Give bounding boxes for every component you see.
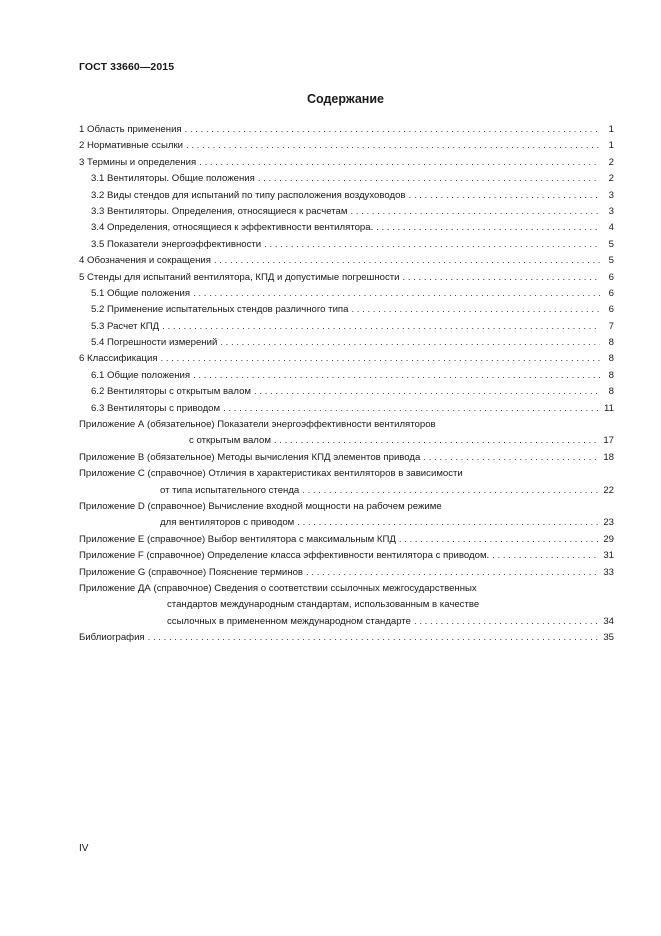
toc-entry-page: 8	[608, 386, 614, 398]
toc-entry-page: 5	[608, 255, 614, 267]
toc-entry-appendix-da-line1[interactable]	[79, 581, 614, 597]
toc-entry[interactable]	[79, 122, 614, 138]
dot-leader	[258, 171, 600, 187]
dot-leader	[492, 548, 599, 564]
toc-entry-appendix-da[interactable]	[79, 614, 614, 630]
toc-entry-page: 23	[603, 517, 614, 529]
dot-leader	[161, 351, 600, 367]
toc-entry-page: 4	[608, 222, 614, 234]
toc-entry[interactable]	[79, 368, 614, 384]
toc-entry[interactable]	[79, 237, 614, 253]
toc-entry[interactable]	[79, 220, 614, 236]
dot-leader	[193, 368, 600, 384]
toc-entry-page: 18	[603, 451, 614, 463]
toc-entry-page: 1	[608, 140, 614, 152]
dot-leader	[186, 138, 600, 154]
dot-leader	[220, 335, 600, 351]
toc-main-entries	[79, 122, 614, 417]
toc-entry-text: Приложение В (обязательное) Методы вычисления КПД элементов привода	[79, 451, 421, 463]
dot-leader	[199, 155, 600, 171]
dot-leader	[148, 630, 600, 646]
toc-entry[interactable]	[79, 188, 614, 204]
toc-entry-page: 8	[608, 369, 614, 381]
toc-entry-text: 3.4 Определения, относящиеся к эффективности вентилятора.	[91, 222, 374, 234]
toc-entry-appendix-a[interactable]	[79, 433, 614, 449]
toc-entry-text: 4 Обозначения и сокращения	[79, 255, 211, 267]
toc-entry[interactable]	[79, 351, 614, 367]
toc-entry-page: 31	[603, 550, 614, 562]
toc-entry-text: с открытым валом	[189, 435, 271, 447]
document-code: ГОСТ 33660—2015	[79, 61, 175, 73]
toc-entry-page: 7	[608, 320, 614, 332]
dot-leader	[399, 532, 599, 548]
toc-entry-text: 2 Нормативные ссылки	[79, 140, 184, 152]
toc-entry-text: Приложение А (обязательное) Показатели энергоэффективности вентиляторов	[79, 419, 436, 431]
toc-entry-text: 5 Стенды для испытаний вентилятора, КПД и допустимые погрешности	[79, 271, 400, 283]
toc-entry-page: 22	[603, 484, 614, 496]
dot-leader	[403, 270, 600, 286]
toc-entry-text: 3.2 Виды стендов для испытаний по типу расположения воздуховодов	[91, 189, 406, 201]
toc-entry-page: 11	[604, 402, 614, 414]
toc-entry[interactable]	[79, 286, 614, 302]
toc-entry[interactable]	[79, 302, 614, 318]
toc-entry-page: 6	[608, 304, 614, 316]
toc-entry-text: 5.4 Погрешности измерений	[91, 337, 218, 349]
dot-leader	[264, 237, 600, 253]
page-number: IV	[79, 843, 89, 854]
toc-entry-appendix-g[interactable]	[79, 565, 614, 581]
page-title: Содержание	[306, 92, 384, 106]
dot-leader	[297, 515, 599, 531]
dot-leader	[423, 450, 599, 466]
toc-entry-bibliography[interactable]	[79, 630, 614, 646]
toc-entry-text: Библиография	[79, 632, 145, 644]
toc-entry-text: Приложение F (справочное) Определение класса эффективности вентилятора с приводом.	[79, 550, 490, 562]
toc-entry-page: 6	[608, 287, 614, 299]
toc-entry-text: 5.2 Применение испытательных стендов различного типа	[91, 304, 349, 316]
toc-entry-appendix-da-line2[interactable]	[79, 597, 614, 613]
toc-entry-page: 17	[603, 435, 614, 447]
toc-entry-text: для вентиляторов с приводом	[160, 517, 295, 529]
toc-entry-text: 3 Термины и определения	[79, 156, 197, 168]
toc-entry-appendix-c[interactable]	[79, 483, 614, 499]
dot-leader	[223, 401, 600, 417]
toc-entry-appendix-c-line1[interactable]	[79, 466, 614, 482]
toc-entry-text: 6.1 Общие положения	[91, 369, 191, 381]
dot-leader	[274, 433, 599, 449]
toc-entry-text: ссылочных в примененном международном стандарте	[167, 615, 412, 627]
toc-entry-page: 3	[608, 205, 614, 217]
toc-entry-page: 8	[608, 337, 614, 349]
toc-entry-text: Приложение D (справочное) Вычисление входной мощности на рабочем режиме	[79, 500, 442, 512]
toc-entry-page: 2	[608, 156, 614, 168]
toc-entry-text: от типа испытательного стенда	[160, 484, 300, 496]
toc-entry-text: 1 Область применения	[79, 124, 182, 135]
toc-entry[interactable]	[79, 138, 614, 154]
dot-leader	[414, 614, 599, 630]
toc-entry-text: 3.1 Вентиляторы. Общие положения	[91, 173, 255, 185]
toc-entry-appendix-a-line1[interactable]	[79, 417, 614, 433]
dot-leader	[214, 253, 600, 269]
toc-entry-text: 6.3 Вентиляторы с приводом	[91, 402, 221, 414]
toc-entry-page: 8	[608, 353, 614, 365]
toc-entry-appendix-f[interactable]	[79, 548, 614, 564]
toc-entry[interactable]	[79, 401, 614, 417]
toc-entry-text: Приложение С (справочное) Отличия в характеристиках вентиляторов в зависимости	[79, 468, 463, 480]
toc-entry[interactable]	[79, 319, 614, 335]
toc-entry-page: 3	[608, 189, 614, 201]
dot-leader	[350, 204, 600, 220]
toc-entry-page: 34	[603, 615, 614, 627]
toc-entry-page: 29	[603, 533, 614, 545]
toc-entry-text: стандартов международным стандартам, использованным в качестве	[167, 599, 480, 611]
toc-entry-appendix-e[interactable]	[79, 532, 614, 548]
toc-entry-text: 3.3 Вентиляторы. Определения, относящиеся к расчетам	[91, 205, 348, 217]
table-of-contents	[79, 122, 614, 647]
toc-entry-text: 3.5 Показатели энергоэффективности	[91, 238, 262, 250]
dot-leader	[193, 286, 600, 302]
toc-entry-page: 2	[608, 173, 614, 185]
dot-leader	[185, 122, 600, 138]
toc-entry[interactable]	[79, 204, 614, 220]
toc-entry[interactable]	[79, 155, 614, 171]
dot-leader	[409, 188, 600, 204]
toc-entry[interactable]	[79, 384, 614, 400]
toc-entry[interactable]	[79, 253, 614, 269]
toc-entry-appendix-b[interactable]	[79, 450, 614, 466]
toc-entry-text: 6.2 Вентиляторы с открытым валом	[91, 386, 252, 398]
toc-entry-text: 5.3 Расчет КПД	[91, 320, 160, 332]
toc-entry-page: 5	[608, 238, 614, 250]
toc-entry[interactable]	[79, 335, 614, 351]
toc-entry-text: Приложение G (справочное) Пояснение терминов	[79, 566, 304, 578]
toc-entry-text: Приложение ДА (справочное) Сведения о соответствии ссылочных межгосударственных	[79, 582, 477, 594]
toc-entry-appendix-d-line1[interactable]	[79, 499, 614, 515]
toc-entry-appendix-d[interactable]	[79, 515, 614, 531]
toc-entry-text: Приложение Е (справочное) Выбор вентилятора с максимальным КПД	[79, 533, 396, 545]
dot-leader	[376, 220, 600, 236]
dot-leader	[351, 302, 600, 318]
toc-entry-page: 33	[603, 566, 614, 578]
toc-entry[interactable]	[79, 270, 614, 286]
dot-leader	[162, 319, 600, 335]
dot-leader	[254, 384, 600, 400]
toc-entry-page: 35	[603, 632, 614, 644]
toc-entry-text: 5.1 Общие положения	[91, 287, 191, 299]
dot-leader	[302, 483, 599, 499]
toc-entry-page: 1	[608, 124, 614, 135]
dot-leader	[306, 565, 599, 581]
toc-entry-text: 6 Классификация	[79, 353, 158, 365]
toc-entry[interactable]	[79, 171, 614, 187]
toc-entry-page: 6	[608, 271, 614, 283]
